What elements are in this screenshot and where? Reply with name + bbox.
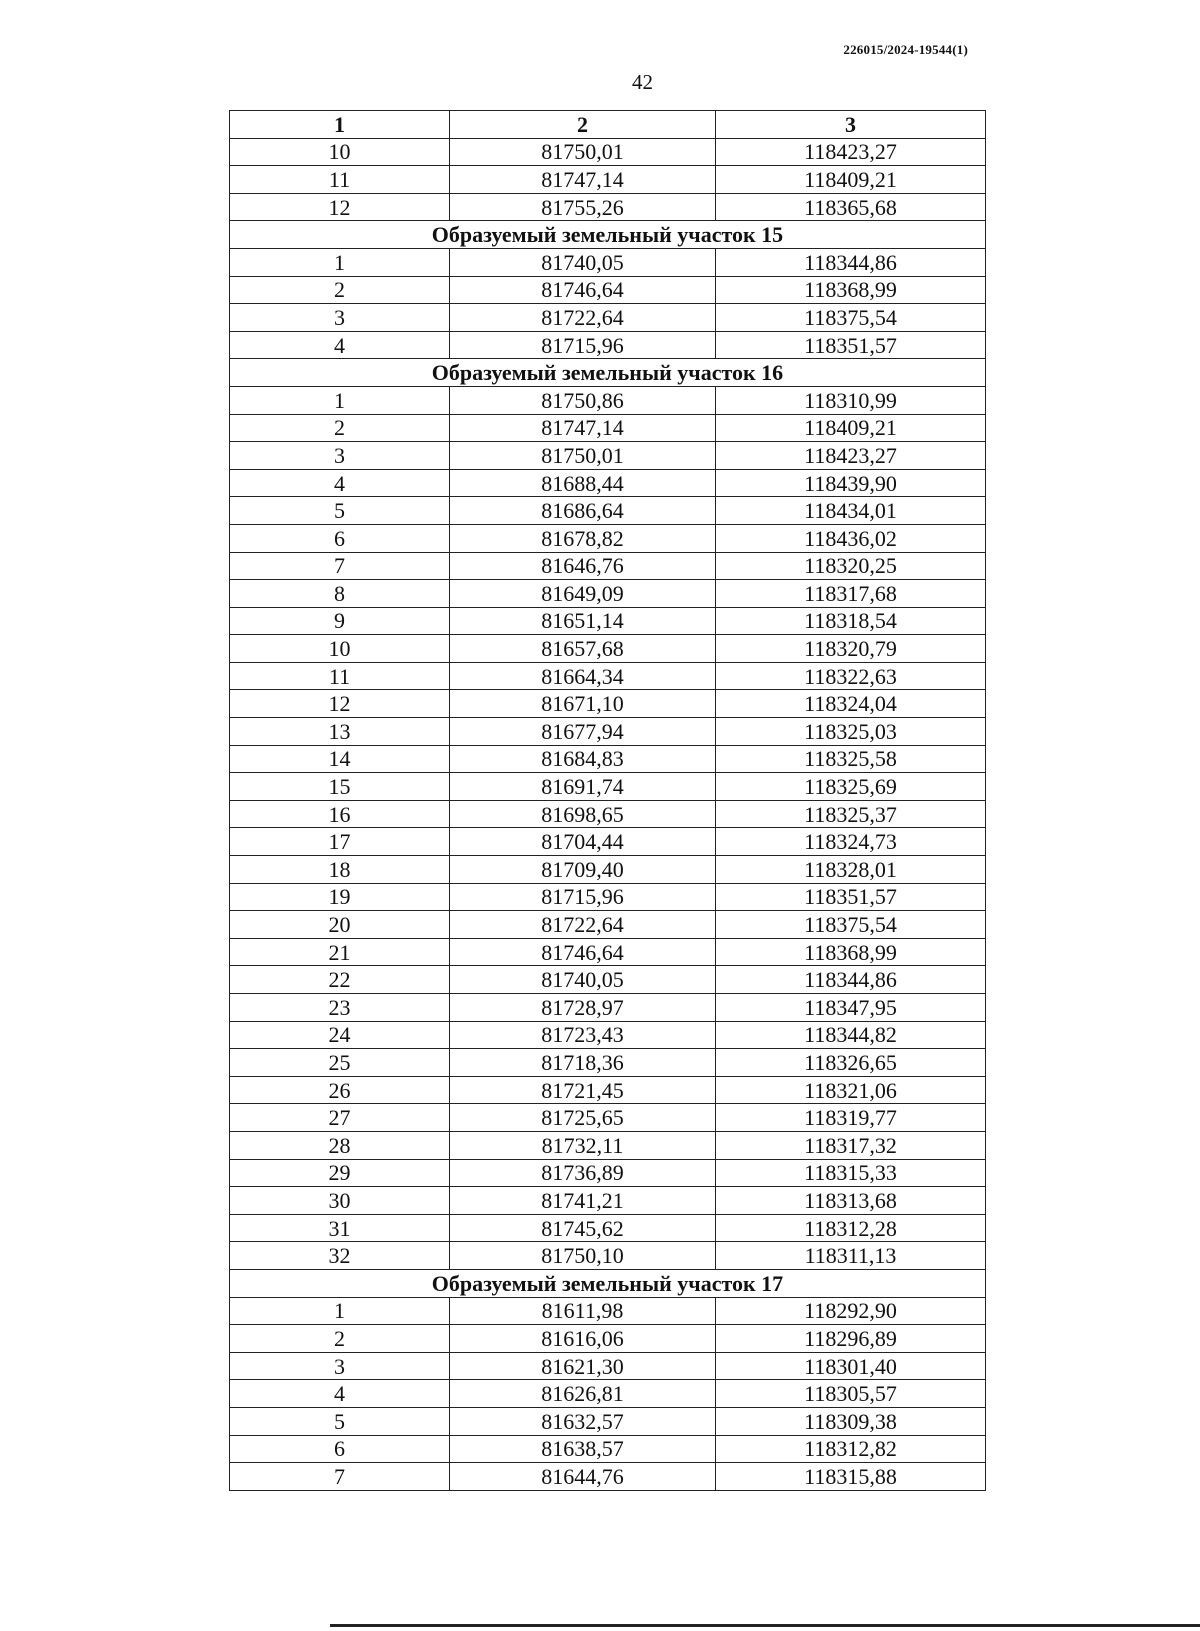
x-coordinate-cell: 81709,40: [450, 856, 716, 884]
table-row: [230, 745, 986, 773]
table-row: [230, 1104, 986, 1132]
point-number-cell: 22: [230, 966, 450, 994]
y-coordinate-cell: 118365,68: [716, 193, 986, 221]
x-coordinate-cell: 81741,21: [450, 1187, 716, 1215]
x-coordinate-cell: 81644,76: [450, 1463, 716, 1491]
x-coordinate-cell: 81626,81: [450, 1380, 716, 1408]
section-title: Образуемый земельный участок 17: [230, 1269, 986, 1297]
section-row: [230, 359, 986, 387]
x-coordinate-cell: 81616,06: [450, 1325, 716, 1353]
point-number-cell: 4: [230, 331, 450, 359]
y-coordinate-cell: 118312,82: [716, 1435, 986, 1463]
table-row: [230, 276, 986, 304]
table-row: [230, 1407, 986, 1435]
y-coordinate-cell: 118344,86: [716, 248, 986, 276]
point-number-cell: 3: [230, 304, 450, 332]
table-row: [230, 856, 986, 884]
point-number-cell: 1: [230, 1297, 450, 1325]
table-row: [230, 635, 986, 663]
header-cell-y: 3: [716, 111, 986, 139]
table-row: [230, 773, 986, 801]
y-coordinate-cell: 118324,04: [716, 690, 986, 718]
section-title: Образуемый земельный участок 15: [230, 221, 986, 249]
table-row: [230, 1214, 986, 1242]
point-number-cell: 9: [230, 607, 450, 635]
table-row: [230, 1021, 986, 1049]
point-number-cell: 21: [230, 938, 450, 966]
y-coordinate-cell: 118325,03: [716, 718, 986, 746]
point-number-cell: 2: [230, 1325, 450, 1353]
y-coordinate-cell: 118296,89: [716, 1325, 986, 1353]
x-coordinate-cell: 81721,45: [450, 1076, 716, 1104]
y-coordinate-cell: 118409,21: [716, 414, 986, 442]
x-coordinate-cell: 81704,44: [450, 828, 716, 856]
document-number: 226015/2024-19544(1): [843, 42, 968, 57]
table-row: [230, 1463, 986, 1491]
bottom-rule: [330, 1624, 1200, 1627]
y-coordinate-cell: 118315,33: [716, 1159, 986, 1187]
table-row: [230, 1380, 986, 1408]
point-number-cell: 30: [230, 1187, 450, 1215]
x-coordinate-cell: 81671,10: [450, 690, 716, 718]
x-coordinate-cell: 81747,14: [450, 166, 716, 194]
point-number-cell: 15: [230, 773, 450, 801]
x-coordinate-cell: 81740,05: [450, 966, 716, 994]
table-row: [230, 1187, 986, 1215]
table-row: [230, 938, 986, 966]
y-coordinate-cell: 118325,69: [716, 773, 986, 801]
x-coordinate-cell: 81718,36: [450, 1049, 716, 1077]
table-row: [230, 442, 986, 470]
x-coordinate-cell: 81750,86: [450, 386, 716, 414]
table-row: [230, 193, 986, 221]
table-row: [230, 552, 986, 580]
y-coordinate-cell: 118309,38: [716, 1407, 986, 1435]
point-number-cell: 25: [230, 1049, 450, 1077]
x-coordinate-cell: 81684,83: [450, 745, 716, 773]
x-coordinate-cell: 81649,09: [450, 580, 716, 608]
point-number-cell: 14: [230, 745, 450, 773]
point-number-cell: 3: [230, 1352, 450, 1380]
y-coordinate-cell: 118351,57: [716, 331, 986, 359]
point-number-cell: 10: [230, 635, 450, 663]
y-coordinate-cell: 118325,58: [716, 745, 986, 773]
point-number-cell: 24: [230, 1021, 450, 1049]
table-row: [230, 690, 986, 718]
point-number-cell: 10: [230, 138, 450, 166]
table-row: [230, 800, 986, 828]
point-number-cell: 12: [230, 193, 450, 221]
point-number-cell: 11: [230, 662, 450, 690]
y-coordinate-cell: 118318,54: [716, 607, 986, 635]
point-number-cell: 27: [230, 1104, 450, 1132]
x-coordinate-cell: 81723,43: [450, 1021, 716, 1049]
point-number-cell: 5: [230, 1407, 450, 1435]
table-row: [230, 1352, 986, 1380]
point-number-cell: 1: [230, 248, 450, 276]
table-row: [230, 248, 986, 276]
coordinates-table-body: [230, 111, 986, 1491]
table-row: [230, 386, 986, 414]
coordinates-table: [229, 110, 986, 1491]
table-row: [230, 138, 986, 166]
y-coordinate-cell: 118317,68: [716, 580, 986, 608]
x-coordinate-cell: 81611,98: [450, 1297, 716, 1325]
x-coordinate-cell: 81747,14: [450, 414, 716, 442]
y-coordinate-cell: 118321,06: [716, 1076, 986, 1104]
table-row: [230, 607, 986, 635]
point-number-cell: 2: [230, 276, 450, 304]
point-number-cell: 6: [230, 524, 450, 552]
table-row: [230, 524, 986, 552]
table-row: [230, 718, 986, 746]
y-coordinate-cell: 118344,82: [716, 1021, 986, 1049]
x-coordinate-cell: 81691,74: [450, 773, 716, 801]
table-row: [230, 911, 986, 939]
x-coordinate-cell: 81698,65: [450, 800, 716, 828]
point-number-cell: 11: [230, 166, 450, 194]
x-coordinate-cell: 81746,64: [450, 938, 716, 966]
point-number-cell: 32: [230, 1242, 450, 1270]
table-row: [230, 828, 986, 856]
x-coordinate-cell: 81657,68: [450, 635, 716, 663]
point-number-cell: 18: [230, 856, 450, 884]
page-number: 42: [632, 70, 653, 94]
x-coordinate-cell: 81715,96: [450, 883, 716, 911]
table-row: [230, 1159, 986, 1187]
table-row: [230, 966, 986, 994]
point-number-cell: 5: [230, 497, 450, 525]
x-coordinate-cell: 81745,62: [450, 1214, 716, 1242]
table-row: [230, 469, 986, 497]
y-coordinate-cell: 118326,65: [716, 1049, 986, 1077]
table-row: [230, 1076, 986, 1104]
table-row: [230, 1131, 986, 1159]
point-number-cell: 23: [230, 994, 450, 1022]
y-coordinate-cell: 118324,73: [716, 828, 986, 856]
x-coordinate-cell: 81664,34: [450, 662, 716, 690]
x-coordinate-cell: 81715,96: [450, 331, 716, 359]
y-coordinate-cell: 118328,01: [716, 856, 986, 884]
table-row: [230, 1297, 986, 1325]
table-row: [230, 1435, 986, 1463]
x-coordinate-cell: 81651,14: [450, 607, 716, 635]
x-coordinate-cell: 81736,89: [450, 1159, 716, 1187]
table-header-row: [230, 111, 986, 139]
x-coordinate-cell: 81740,05: [450, 248, 716, 276]
y-coordinate-cell: 118423,27: [716, 442, 986, 470]
y-coordinate-cell: 118375,54: [716, 304, 986, 332]
x-coordinate-cell: 81638,57: [450, 1435, 716, 1463]
point-number-cell: 2: [230, 414, 450, 442]
y-coordinate-cell: 118423,27: [716, 138, 986, 166]
x-coordinate-cell: 81646,76: [450, 552, 716, 580]
table-row: [230, 331, 986, 359]
y-coordinate-cell: 118320,25: [716, 552, 986, 580]
x-coordinate-cell: 81725,65: [450, 1104, 716, 1132]
y-coordinate-cell: 118301,40: [716, 1352, 986, 1380]
section-row: [230, 1269, 986, 1297]
point-number-cell: 28: [230, 1131, 450, 1159]
x-coordinate-cell: 81732,11: [450, 1131, 716, 1159]
table-row: [230, 414, 986, 442]
point-number-cell: 13: [230, 718, 450, 746]
table-row: [230, 497, 986, 525]
point-number-cell: 3: [230, 442, 450, 470]
table-row: [230, 166, 986, 194]
x-coordinate-cell: 81722,64: [450, 304, 716, 332]
table-row: [230, 883, 986, 911]
section-title: Образуемый земельный участок 16: [230, 359, 986, 387]
y-coordinate-cell: 118368,99: [716, 276, 986, 304]
header-cell-x: 2: [450, 111, 716, 139]
point-number-cell: 16: [230, 800, 450, 828]
table-row: [230, 994, 986, 1022]
point-number-cell: 12: [230, 690, 450, 718]
x-coordinate-cell: 81632,57: [450, 1407, 716, 1435]
table-row: [230, 304, 986, 332]
x-coordinate-cell: 81746,64: [450, 276, 716, 304]
y-coordinate-cell: 118292,90: [716, 1297, 986, 1325]
point-number-cell: 19: [230, 883, 450, 911]
section-row: [230, 221, 986, 249]
y-coordinate-cell: 118320,79: [716, 635, 986, 663]
point-number-cell: 29: [230, 1159, 450, 1187]
table-row: [230, 1325, 986, 1353]
y-coordinate-cell: 118313,68: [716, 1187, 986, 1215]
y-coordinate-cell: 118434,01: [716, 497, 986, 525]
y-coordinate-cell: 118368,99: [716, 938, 986, 966]
point-number-cell: 17: [230, 828, 450, 856]
x-coordinate-cell: 81677,94: [450, 718, 716, 746]
y-coordinate-cell: 118315,88: [716, 1463, 986, 1491]
y-coordinate-cell: 118347,95: [716, 994, 986, 1022]
y-coordinate-cell: 118436,02: [716, 524, 986, 552]
y-coordinate-cell: 118322,63: [716, 662, 986, 690]
point-number-cell: 1: [230, 386, 450, 414]
y-coordinate-cell: 118312,28: [716, 1214, 986, 1242]
point-number-cell: 6: [230, 1435, 450, 1463]
header-cell-point: 1: [230, 111, 450, 139]
x-coordinate-cell: 81621,30: [450, 1352, 716, 1380]
y-coordinate-cell: 118317,32: [716, 1131, 986, 1159]
table-row: [230, 662, 986, 690]
x-coordinate-cell: 81728,97: [450, 994, 716, 1022]
point-number-cell: 7: [230, 1463, 450, 1491]
table-row: [230, 1049, 986, 1077]
x-coordinate-cell: 81755,26: [450, 193, 716, 221]
point-number-cell: 4: [230, 1380, 450, 1408]
x-coordinate-cell: 81750,01: [450, 442, 716, 470]
y-coordinate-cell: 118311,13: [716, 1242, 986, 1270]
y-coordinate-cell: 118305,57: [716, 1380, 986, 1408]
point-number-cell: 31: [230, 1214, 450, 1242]
y-coordinate-cell: 118344,86: [716, 966, 986, 994]
y-coordinate-cell: 118351,57: [716, 883, 986, 911]
point-number-cell: 4: [230, 469, 450, 497]
y-coordinate-cell: 118375,54: [716, 911, 986, 939]
table-row: [230, 580, 986, 608]
table-row: [230, 1242, 986, 1270]
y-coordinate-cell: 118319,77: [716, 1104, 986, 1132]
point-number-cell: 20: [230, 911, 450, 939]
y-coordinate-cell: 118325,37: [716, 800, 986, 828]
point-number-cell: 8: [230, 580, 450, 608]
y-coordinate-cell: 118439,90: [716, 469, 986, 497]
point-number-cell: 26: [230, 1076, 450, 1104]
y-coordinate-cell: 118409,21: [716, 166, 986, 194]
x-coordinate-cell: 81686,64: [450, 497, 716, 525]
x-coordinate-cell: 81750,01: [450, 138, 716, 166]
x-coordinate-cell: 81678,82: [450, 524, 716, 552]
x-coordinate-cell: 81750,10: [450, 1242, 716, 1270]
point-number-cell: 7: [230, 552, 450, 580]
x-coordinate-cell: 81688,44: [450, 469, 716, 497]
y-coordinate-cell: 118310,99: [716, 386, 986, 414]
x-coordinate-cell: 81722,64: [450, 911, 716, 939]
